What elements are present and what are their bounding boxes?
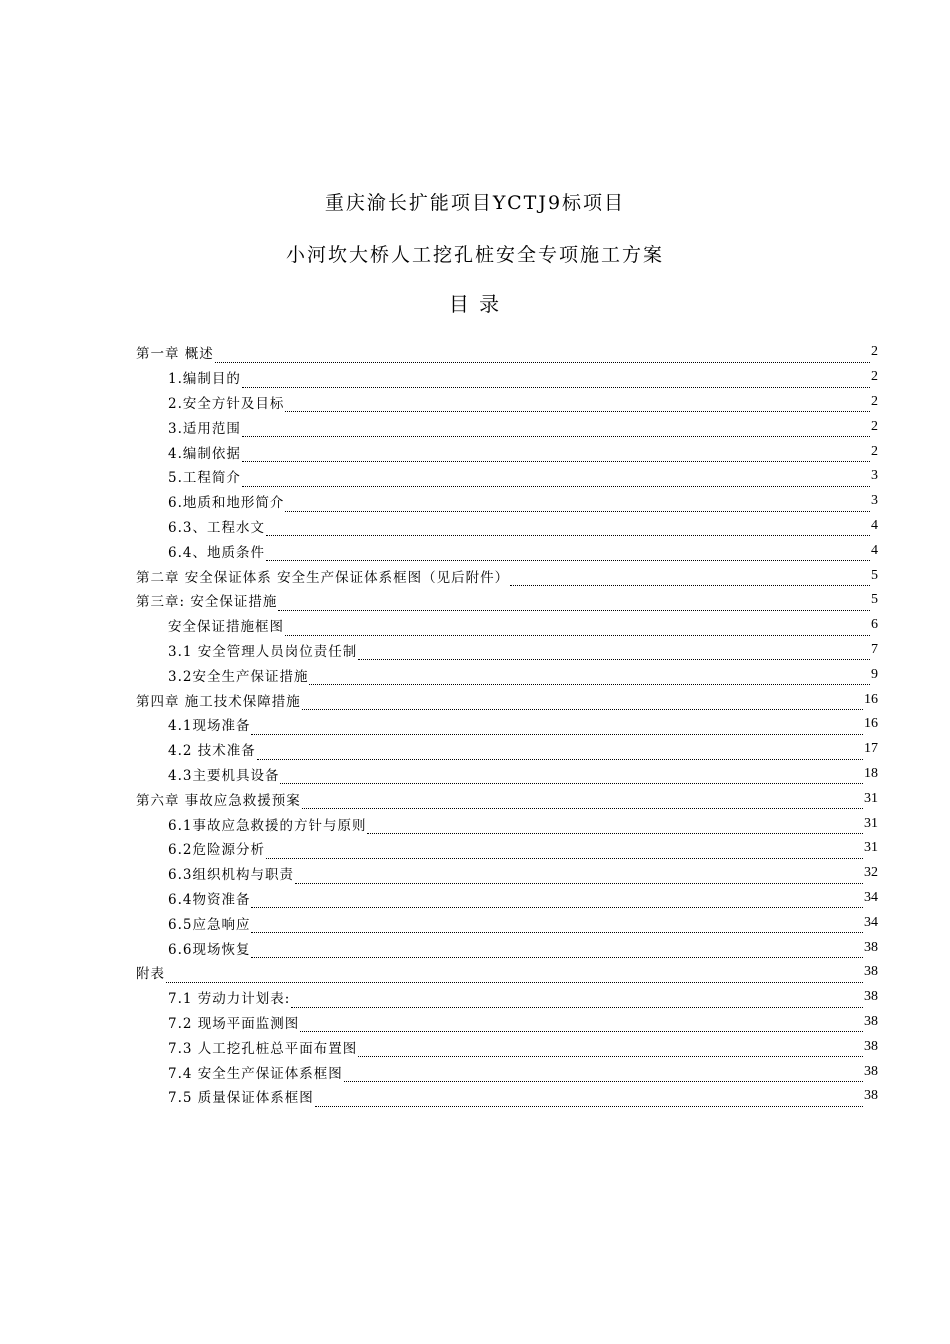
toc-entry-label: 7.4 安全生产保证体系框图 [168,1065,343,1082]
dot-leader [309,672,870,685]
toc-entry[interactable] [136,960,878,985]
toc-entry-page-number: 38 [864,1063,878,1079]
toc-entry-page-number: 9 [871,666,878,682]
toc-entry-page-number: 38 [864,939,878,955]
toc-entry[interactable] [136,340,878,365]
toc-entry-label: 1.编制目的 [168,371,241,388]
toc-entry-page-number: 34 [864,914,878,930]
toc-entry[interactable] [136,538,878,563]
toc-entry-page-number: 5 [871,592,878,608]
dot-leader [302,796,863,809]
toc-entry-page-number: 16 [864,691,878,707]
toc-entry-label: 3.1 安全管理人员岗位责任制 [168,643,358,660]
toc-entry-label: 安全保证措施框图 [168,619,284,636]
toc-entry-page-number: 6 [871,617,878,633]
toc-entry-page-number: 5 [871,567,878,583]
toc-entry[interactable] [136,737,878,762]
toc-entry-label: 第四章 施工技术保障措施 [136,693,301,710]
dot-leader [251,945,863,958]
dot-leader [166,970,863,983]
toc-heading: 目 录 [448,292,502,316]
toc-entry-label: 附表 [136,966,165,983]
document-subtitle: 小河坎大桥人工挖孔桩安全专项施工方案 [285,244,664,266]
toc-entry-label: 4.2 技术准备 [168,743,256,760]
toc-entry-page-number: 38 [864,1038,878,1054]
toc-entry-page-number: 31 [864,790,878,806]
toc-entry-label: 第二章 安全保证体系 安全生产保证体系框图（见后附件） [136,569,510,586]
toc-entry-page-number: 2 [871,344,878,360]
toc-entry[interactable] [136,489,878,514]
toc-entry-page-number: 3 [871,468,878,484]
toc-entry[interactable] [136,811,878,836]
toc-entry[interactable] [136,1034,878,1059]
dot-leader [510,573,870,586]
toc-entry-label: 2.安全方针及目标 [168,395,285,412]
toc-entry-page-number: 16 [864,716,878,732]
toc-entry[interactable] [136,1059,878,1084]
dot-leader [300,1019,863,1032]
document-title: 重庆渝长扩能项目YCTJ9标项目 [324,192,626,214]
dot-leader [251,895,863,908]
dot-leader [266,846,863,859]
dot-leader [215,350,870,363]
toc-entry[interactable] [136,1084,878,1109]
toc-entry-page-number: 31 [864,815,878,831]
toc-entry-page-number: 38 [864,964,878,980]
dot-leader [285,399,870,412]
toc-entry-label: 6.3组织机构与职责 [168,867,294,884]
toc-entry-label: 第一章 概述 [136,346,214,363]
dot-leader [266,523,870,536]
dot-leader [257,747,863,760]
dot-leader [251,920,863,933]
toc-entry-label: 6.5应急响应 [168,916,251,933]
toc-entry-page-number: 18 [864,765,878,781]
toc-entry[interactable] [136,762,878,787]
toc-entry[interactable] [136,712,878,737]
toc-entry-page-number: 2 [871,369,878,385]
toc-entry-page-number: 38 [864,989,878,1005]
toc-entry[interactable] [136,985,878,1010]
toc-entry-label: 4.3主要机具设备 [168,767,280,784]
toc-entry-page-number: 38 [864,1088,878,1104]
toc-entry-label: 3.适用范围 [168,420,241,437]
toc-entry[interactable] [136,935,878,960]
dot-leader [242,474,870,487]
table-of-contents [136,340,878,1109]
toc-entry-page-number: 31 [864,840,878,856]
toc-entry[interactable] [136,563,878,588]
toc-entry-label: 4.编制依据 [168,445,241,462]
dot-leader [358,1044,863,1057]
dot-leader [280,771,863,784]
toc-entry-label: 第六章 事故应急救援预案 [136,792,301,809]
toc-entry-page-number: 2 [871,393,878,409]
toc-entry[interactable] [136,365,878,390]
toc-entry[interactable] [136,390,878,415]
dot-leader [344,1069,863,1082]
toc-entry[interactable] [136,613,878,638]
toc-entry-page-number: 34 [864,889,878,905]
toc-entry[interactable] [136,414,878,439]
toc-entry-label: 6.3、工程水文 [168,519,265,536]
dot-leader [302,697,863,710]
toc-entry[interactable] [136,786,878,811]
toc-entry-label: 7.5 质量保证体系框图 [168,1090,314,1107]
toc-entry-label: 6.4、地质条件 [168,544,265,561]
toc-entry-page-number: 3 [871,493,878,509]
dot-leader [291,995,863,1008]
toc-entry-label: 5.工程简介 [168,470,241,487]
toc-entry[interactable] [136,886,878,911]
dot-leader [266,548,870,561]
toc-entry[interactable] [136,861,878,886]
toc-entry-page-number: 17 [864,741,878,757]
dot-leader [367,821,863,834]
toc-entry-page-number: 38 [864,1013,878,1029]
toc-entry-label: 7.3 人工挖孔桩总平面布置图 [168,1040,358,1057]
dot-leader [251,722,863,735]
toc-entry-label: 6.2危险源分析 [168,842,265,859]
toc-entry-label: 3.2安全生产保证措施 [168,668,309,685]
toc-entry-page-number: 32 [864,865,878,881]
toc-entry-label: 7.1 劳动力计划表: [168,991,291,1008]
toc-entry-label: 7.2 现场平面监测图 [168,1015,300,1032]
dot-leader [242,375,870,388]
toc-entry[interactable] [136,910,878,935]
toc-entry[interactable] [136,836,878,861]
toc-entry-label: 第三章: 安全保证措施 [136,594,278,611]
toc-entry-page-number: 4 [871,542,878,558]
dot-leader [242,424,870,437]
dot-leader [358,647,870,660]
toc-entry[interactable] [136,588,878,613]
dot-leader [242,449,870,462]
toc-entry[interactable] [136,464,878,489]
dot-leader [315,1094,863,1107]
toc-entry-label: 4.1现场准备 [168,718,251,735]
toc-entry-page-number: 2 [871,443,878,459]
toc-entry[interactable] [136,439,878,464]
toc-entry-label: 6.6现场恢复 [168,941,251,958]
toc-entry[interactable] [136,638,878,663]
toc-entry[interactable] [136,1010,878,1035]
dot-leader [285,499,870,512]
toc-entry-page-number: 7 [871,641,878,657]
toc-entry-label: 6.地质和地形简介 [168,495,285,512]
toc-entry[interactable] [136,687,878,712]
dot-leader [285,623,870,636]
toc-entry[interactable] [136,514,878,539]
toc-entry-page-number: 4 [871,517,878,533]
dot-leader [295,871,863,884]
dot-leader [278,598,870,611]
toc-entry-page-number: 2 [871,418,878,434]
toc-entry-label: 6.4物资准备 [168,891,251,908]
toc-entry-label: 6.1事故应急救援的方针与原则 [168,817,367,834]
toc-entry[interactable] [136,662,878,687]
